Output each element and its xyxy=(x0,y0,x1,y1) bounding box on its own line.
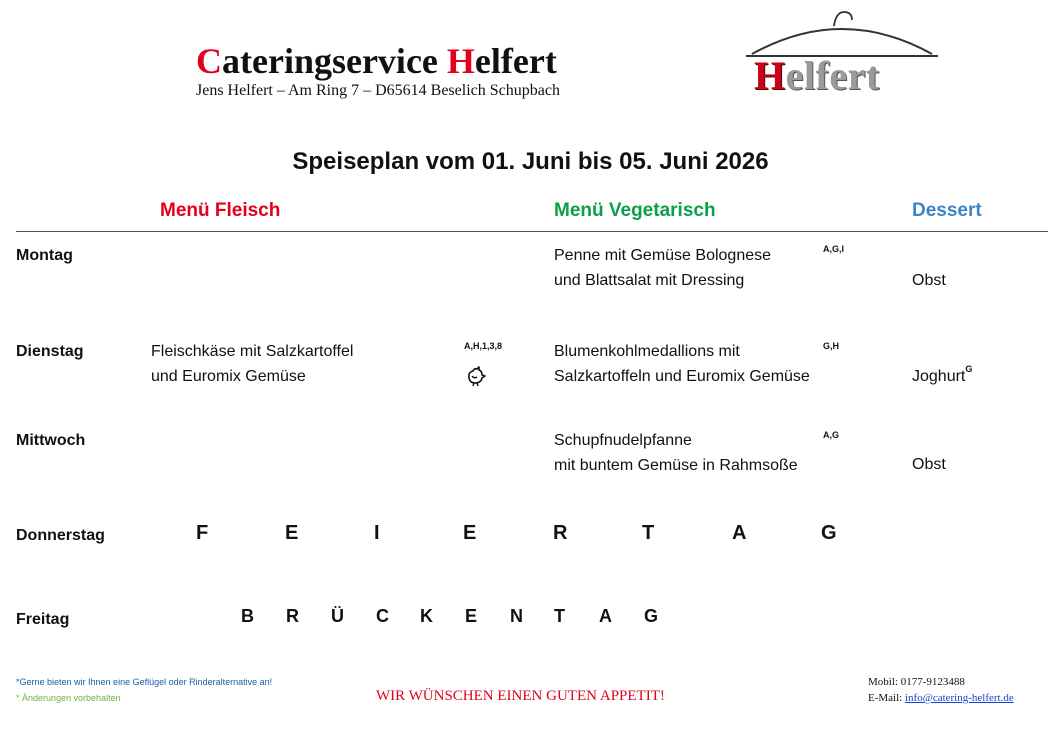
footer-note-alternative: *Gerne bieten wir Ihnen eine Geflügel oder Rinderalternative an! xyxy=(16,677,273,687)
wednesday-dessert: Obst xyxy=(912,456,946,473)
wednesday-veg-line1: Schupfnudelpfanne xyxy=(554,432,692,449)
company-name xyxy=(196,40,557,82)
logo-initial: H xyxy=(754,53,786,98)
tuesday-veg-allergens: G,H xyxy=(823,341,840,351)
thursday-letter: I xyxy=(374,522,380,544)
monday-veg-line1: Penne mit Gemüse Bolognese xyxy=(554,247,772,264)
header-divider xyxy=(16,231,1048,232)
thursday-letter: G xyxy=(821,522,837,544)
tuesday-dessert-allergen: G xyxy=(965,364,973,374)
tuesday-veg-line1: Blumenkohlmedallions mit xyxy=(554,343,740,360)
friday-bridge-day-text xyxy=(241,606,664,627)
friday-letter: N xyxy=(510,606,523,626)
logo-rest: elfert xyxy=(785,53,880,98)
monday-dessert: Obst xyxy=(912,272,946,289)
thursday-letter: E xyxy=(463,522,477,544)
thursday-letter: T xyxy=(642,522,655,544)
wednesday-veg-line2: mit buntem Gemüse in Rahmsoße xyxy=(554,457,798,474)
footer-email-label: E-Mail: xyxy=(868,692,905,704)
tuesday-meat-line1: Fleischkäse mit Salzkartoffel xyxy=(151,343,354,360)
thursday-letter: A xyxy=(732,522,747,544)
monday-veg-allergens: A,G,I xyxy=(823,244,845,254)
day-label-tuesday: Dienstag xyxy=(16,343,84,360)
monday-veg-dish xyxy=(554,243,771,293)
thursday-holiday-text xyxy=(196,522,841,545)
tuesday-veg-dish xyxy=(554,339,810,389)
wednesday-veg-dish xyxy=(554,428,798,478)
company-name-part1: ateringservice xyxy=(222,41,447,81)
friday-letter: T xyxy=(554,606,565,626)
footer-note-changes: * Änderungen vorbehalten xyxy=(16,693,121,703)
day-label-wednesday: Mittwoch xyxy=(16,432,86,449)
column-header-vegetarian: Menü Vegetarisch xyxy=(554,200,716,221)
monday-veg-line2: und Blattsalat mit Dressing xyxy=(554,272,745,289)
footer-greeting: WIR WÜNSCHEN EINEN GUTEN APPETIT! xyxy=(376,688,665,704)
footer-mobile: Mobil: 0177-9123488 xyxy=(868,676,965,688)
thursday-letter: R xyxy=(553,522,568,544)
tuesday-meat-line2: und Euromix Gemüse xyxy=(151,368,306,385)
friday-letter: A xyxy=(599,606,612,626)
wednesday-veg-allergens: A,G xyxy=(823,430,840,440)
friday-letter: R xyxy=(286,606,299,626)
day-label-monday: Montag xyxy=(16,247,73,264)
tuesday-veg-line2: Salzkartoffeln und Euromix Gemüse xyxy=(554,368,810,385)
company-initial-c: C xyxy=(196,41,222,81)
chicken-icon xyxy=(464,364,488,388)
thursday-letter: F xyxy=(196,522,209,544)
friday-letter: K xyxy=(420,606,433,626)
friday-letter: B xyxy=(241,606,254,626)
tuesday-meat-allergens: A,H,1,3,8 xyxy=(464,341,503,351)
tuesday-dessert xyxy=(912,364,973,386)
thursday-letter: E xyxy=(285,522,299,544)
company-address: Jens Helfert – Am Ring 7 – D65614 Beselich Schupbach xyxy=(196,82,560,99)
friday-letter: C xyxy=(376,606,389,626)
page-title: Speiseplan vom 01. Juni bis 05. Juni 2026 xyxy=(292,148,769,175)
logo-wordmark xyxy=(754,52,880,99)
friday-letter: Ü xyxy=(331,606,344,626)
column-header-meat: Menü Fleisch xyxy=(160,200,281,221)
footer-email-link[interactable]: info@catering-helfert.de xyxy=(904,692,1014,704)
footer-email xyxy=(868,692,1014,704)
company-name-part2: elfert xyxy=(474,41,557,81)
company-initial-h: H xyxy=(446,41,475,81)
day-label-thursday: Donnerstag xyxy=(16,527,105,544)
friday-letter: E xyxy=(465,606,478,626)
helfert-logo xyxy=(742,6,942,98)
friday-letter: G xyxy=(644,606,659,626)
tuesday-meat-dish xyxy=(151,339,353,389)
column-header-dessert: Dessert xyxy=(912,200,982,221)
day-label-friday: Freitag xyxy=(16,611,70,628)
tuesday-dessert-name: Joghurt xyxy=(912,368,966,385)
